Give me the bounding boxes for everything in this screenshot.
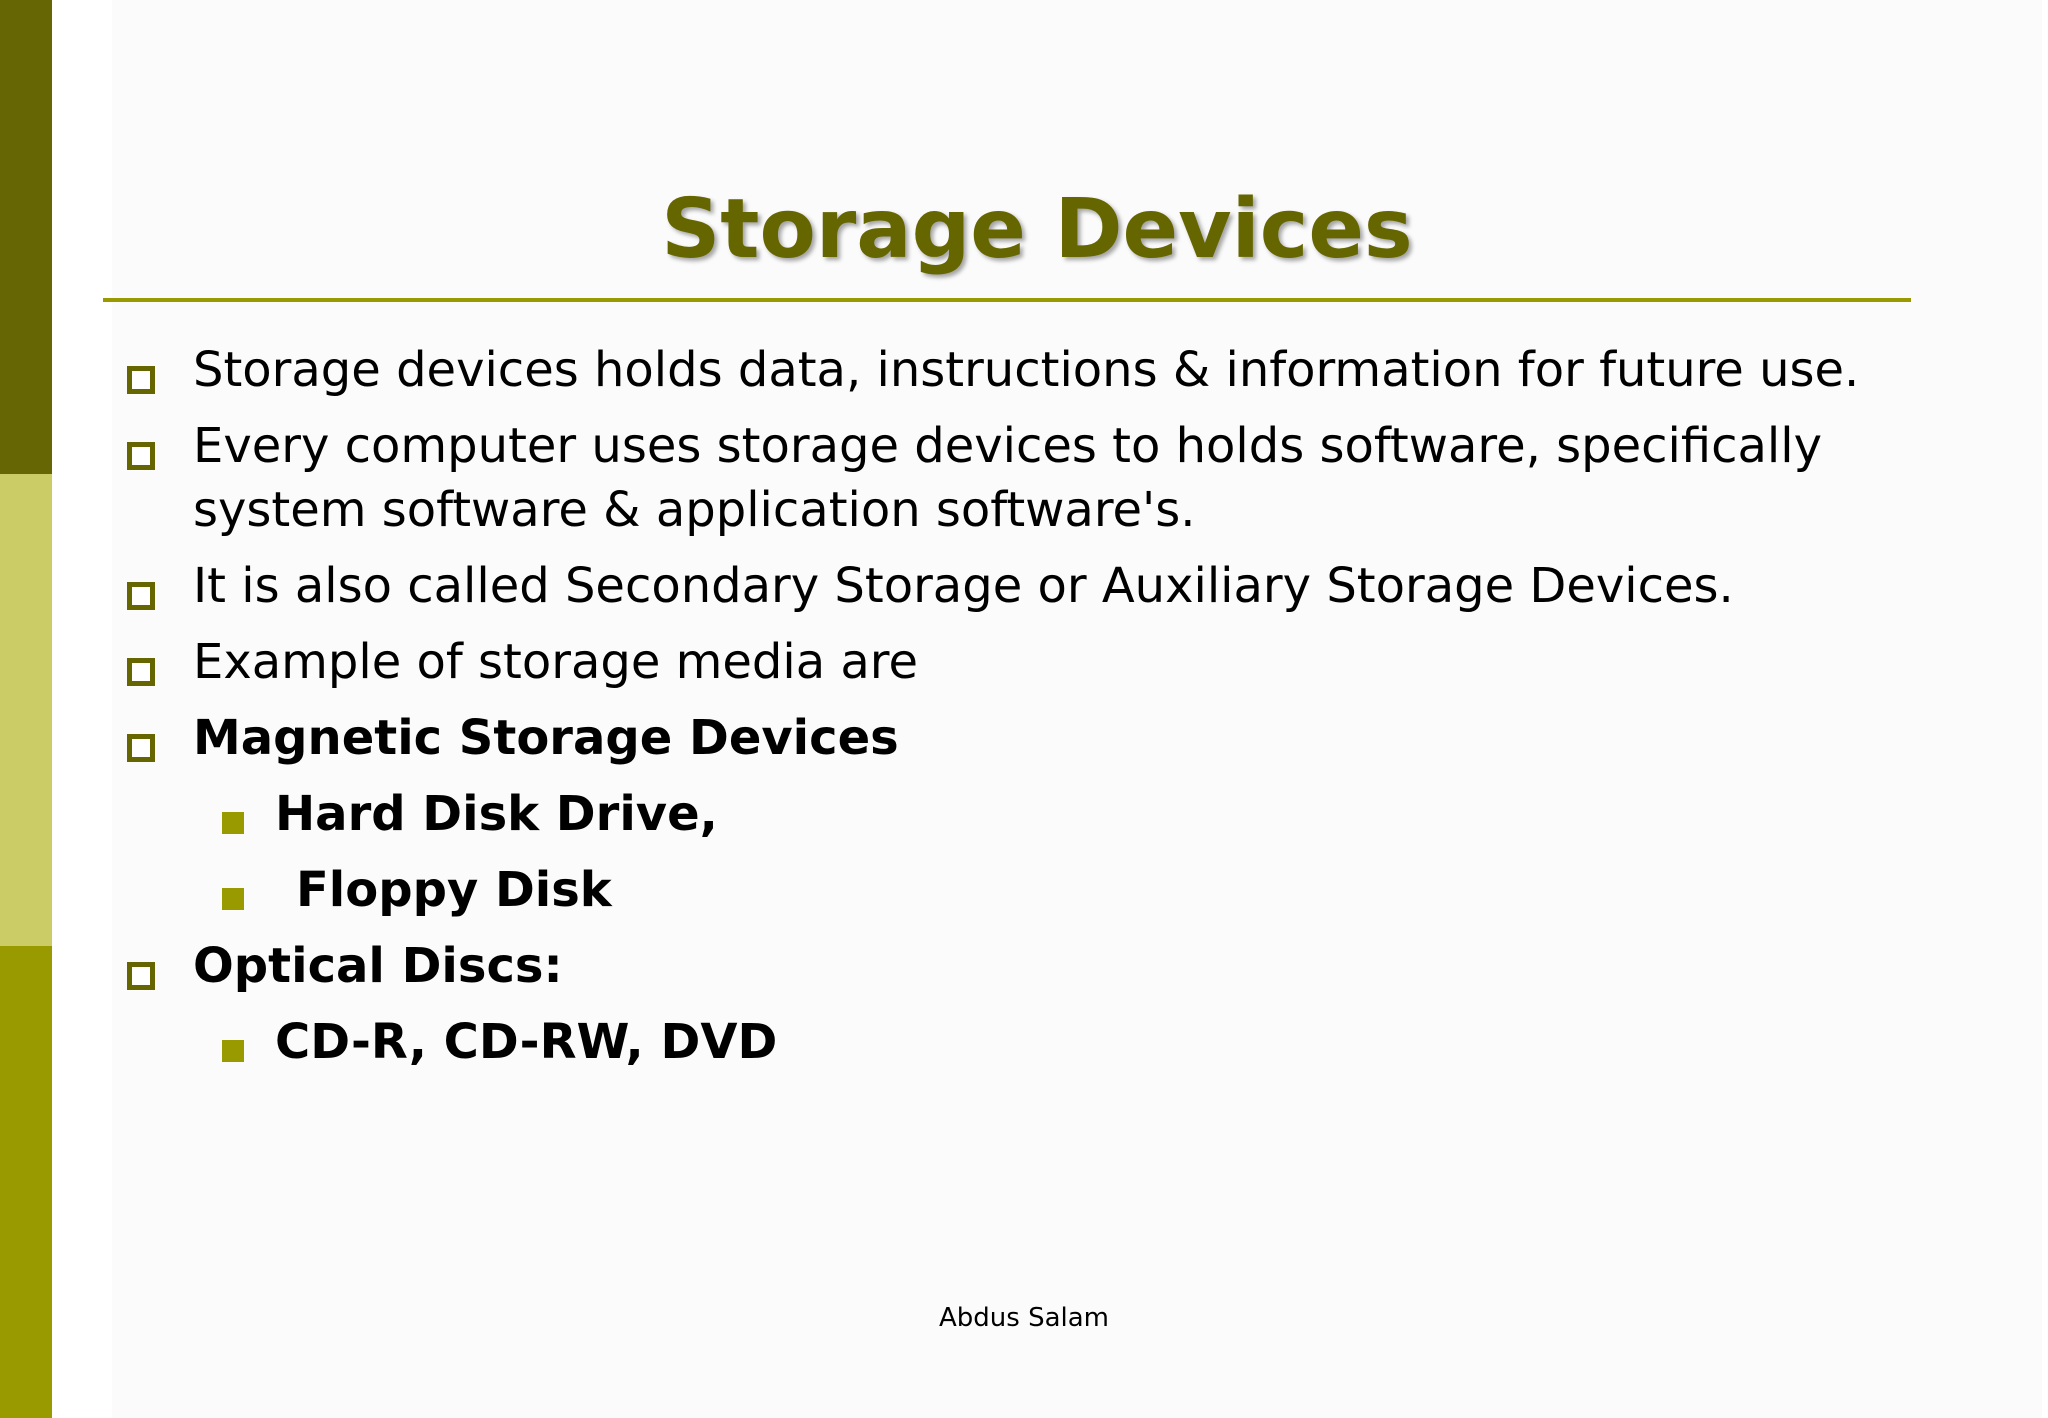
hollow-square-icon: [127, 658, 155, 686]
bullet-item: [123, 706, 1943, 770]
title-container: [52, 182, 2022, 277]
bullet-item: [123, 414, 1943, 542]
bullet-list: [123, 338, 1943, 1086]
hollow-square-icon: [127, 366, 155, 394]
slide-footer: Abdus Salam: [938, 1303, 1109, 1333]
bullet-text: Optical Discs:: [193, 938, 563, 994]
hollow-square-icon: [127, 442, 155, 470]
sub-bullet-item: [123, 1010, 1943, 1074]
accent-bar-top: [0, 0, 52, 474]
bullet-text: Example of storage media are: [193, 634, 919, 690]
accent-bar-bottom: [0, 946, 52, 1418]
sub-bullet-item: [123, 858, 1943, 922]
bullet-item: [123, 554, 1943, 618]
sub-bullet-text: CD-R, CD-RW, DVD: [275, 1014, 778, 1070]
hollow-square-icon: [127, 582, 155, 610]
bullet-text: Magnetic Storage Devices: [193, 710, 899, 766]
sub-bullet-text: Floppy Disk: [296, 862, 612, 918]
bullet-item: [123, 934, 1943, 998]
bullet-text: Storage devices holds data, instructions & information for future use.: [193, 342, 1860, 398]
sub-bullet-item: [123, 782, 1943, 846]
accent-bar-middle: [0, 474, 52, 946]
bullet-item: [123, 630, 1943, 694]
bullet-item: [123, 338, 1943, 402]
filled-square-icon: [222, 1040, 244, 1062]
sub-bullet-text: Hard Disk Drive,: [275, 786, 718, 842]
filled-square-icon: [222, 888, 244, 910]
bullet-text: Every computer uses storage devices to holds software, specifically system software & application software's.: [193, 418, 1822, 538]
hollow-square-icon: [127, 962, 155, 990]
bullet-text: It is also called Secondary Storage or Auxiliary Storage Devices.: [193, 558, 1734, 614]
slide-title: Storage Devices: [661, 182, 1413, 277]
filled-square-icon: [222, 812, 244, 834]
title-underline: [103, 298, 1911, 302]
hollow-square-icon: [127, 734, 155, 762]
